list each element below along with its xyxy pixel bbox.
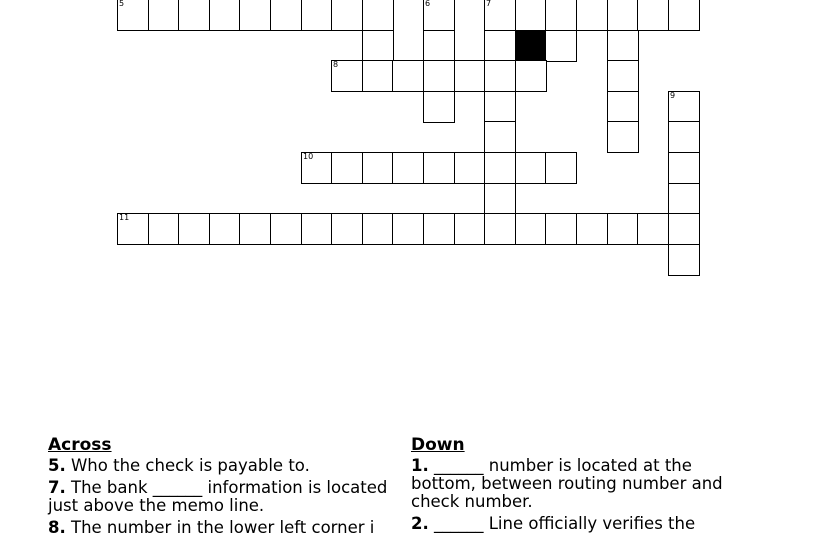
- crossword-cell[interactable]: [668, 152, 700, 184]
- crossword-cell[interactable]: [607, 30, 639, 62]
- crossword-cell[interactable]: [362, 152, 394, 184]
- crossword-cell[interactable]: [331, 0, 363, 31]
- clue-number-label: 11: [119, 213, 130, 222]
- crossword-cell[interactable]: [515, 213, 547, 245]
- clue-number-label: 7: [486, 0, 492, 8]
- crossword-cell[interactable]: [423, 0, 455, 31]
- clue-text: The bank ______ information is located just above the memo line.: [48, 478, 388, 515]
- crossword-cell[interactable]: [484, 91, 516, 123]
- crossword-cell[interactable]: [178, 0, 210, 31]
- crossword-cell[interactable]: [454, 60, 486, 92]
- crossword-cell[interactable]: [515, 152, 547, 184]
- crossword-block: [515, 30, 547, 62]
- crossword-cell[interactable]: [668, 121, 700, 153]
- crossword-cell[interactable]: [454, 152, 486, 184]
- crossword-cell[interactable]: [515, 60, 547, 92]
- crossword-cell[interactable]: [668, 244, 700, 276]
- crossword-cell[interactable]: [301, 213, 333, 245]
- crossword-cell[interactable]: [545, 213, 577, 245]
- crossword-cell[interactable]: [239, 0, 271, 31]
- crossword-cell[interactable]: [607, 60, 639, 92]
- crossword-cell[interactable]: [148, 213, 180, 245]
- crossword-cell[interactable]: [484, 0, 516, 31]
- crossword-cell[interactable]: [607, 213, 639, 245]
- clue-text: The number in the lower left corner i: [65, 518, 375, 537]
- crossword-cell[interactable]: [392, 60, 424, 92]
- clue-text: ______ number is located at the bottom, between routing number and check number.: [411, 456, 723, 511]
- clue-number-label: 8: [333, 60, 339, 69]
- across-clues: [48, 436, 388, 541]
- crossword-cell[interactable]: [668, 0, 700, 31]
- crossword-cell[interactable]: [423, 213, 455, 245]
- crossword-cell[interactable]: [209, 213, 241, 245]
- clue-number-label: 10: [303, 152, 314, 161]
- crossword-cell[interactable]: [484, 213, 516, 245]
- clue-across-7: [48, 479, 388, 515]
- crossword-cell[interactable]: [576, 213, 608, 245]
- crossword-cell[interactable]: [331, 213, 363, 245]
- crossword-cell[interactable]: [117, 0, 149, 31]
- crossword-cell[interactable]: [576, 0, 608, 31]
- crossword-cell[interactable]: [423, 30, 455, 62]
- down-heading: Down: [411, 435, 465, 455]
- crossword-cell[interactable]: [423, 91, 455, 123]
- clue-number-label: 9: [670, 91, 676, 100]
- clue-number: 2.: [411, 514, 429, 533]
- clue-number: 1.: [411, 456, 429, 475]
- crossword-cell[interactable]: [301, 0, 333, 31]
- across-heading: Across: [48, 435, 112, 455]
- crossword-cell[interactable]: [607, 0, 639, 31]
- clue-number-label: 5: [119, 0, 125, 8]
- clue-number: 7.: [48, 478, 66, 497]
- crossword-cell[interactable]: [423, 60, 455, 92]
- crossword-cell[interactable]: [362, 0, 394, 31]
- crossword-cell[interactable]: [178, 213, 210, 245]
- crossword-cell[interactable]: [331, 152, 363, 184]
- crossword-cell[interactable]: [484, 121, 516, 153]
- crossword-cell[interactable]: [637, 213, 669, 245]
- crossword-cell[interactable]: [239, 213, 271, 245]
- crossword-cell[interactable]: [392, 213, 424, 245]
- crossword-cell[interactable]: [148, 0, 180, 31]
- crossword-cell[interactable]: [668, 183, 700, 215]
- clue-text: ______ Line officially verifies the: [428, 514, 696, 533]
- crossword-cell[interactable]: [668, 91, 700, 123]
- crossword-cell[interactable]: [545, 30, 577, 62]
- clue-text: Who the check is payable to.: [65, 456, 310, 475]
- crossword-cell[interactable]: [637, 0, 669, 31]
- clue-down-1: [411, 457, 751, 511]
- crossword-cell[interactable]: [484, 183, 516, 215]
- crossword-cell[interactable]: [668, 213, 700, 245]
- crossword-cell[interactable]: [484, 60, 516, 92]
- down-clues: [411, 436, 751, 537]
- crossword-cell[interactable]: [331, 60, 363, 92]
- crossword-cell[interactable]: [362, 30, 394, 62]
- clue-number: 8.: [48, 518, 66, 537]
- crossword-cell[interactable]: [392, 152, 424, 184]
- crossword-cell[interactable]: [607, 121, 639, 153]
- crossword-cell[interactable]: [270, 213, 302, 245]
- crossword-cell[interactable]: [301, 152, 333, 184]
- clue-across-8: [48, 519, 388, 537]
- clue-down-2: [411, 515, 751, 533]
- clue-across-5: [48, 457, 388, 475]
- crossword-cell[interactable]: [484, 30, 516, 62]
- crossword-cell[interactable]: [545, 152, 577, 184]
- crossword-cell[interactable]: [454, 213, 486, 245]
- crossword-cell[interactable]: [117, 213, 149, 245]
- crossword-cell[interactable]: [362, 60, 394, 92]
- crossword-cell[interactable]: [209, 0, 241, 31]
- crossword-cell[interactable]: [270, 0, 302, 31]
- crossword-cell[interactable]: [484, 152, 516, 184]
- crossword-cell[interactable]: [545, 0, 577, 31]
- crossword-cell[interactable]: [515, 0, 547, 31]
- crossword-cell[interactable]: [423, 152, 455, 184]
- crossword-cell[interactable]: [607, 91, 639, 123]
- clue-number-label: 6: [425, 0, 431, 8]
- crossword-cell[interactable]: [362, 213, 394, 245]
- clue-number: 5.: [48, 456, 66, 475]
